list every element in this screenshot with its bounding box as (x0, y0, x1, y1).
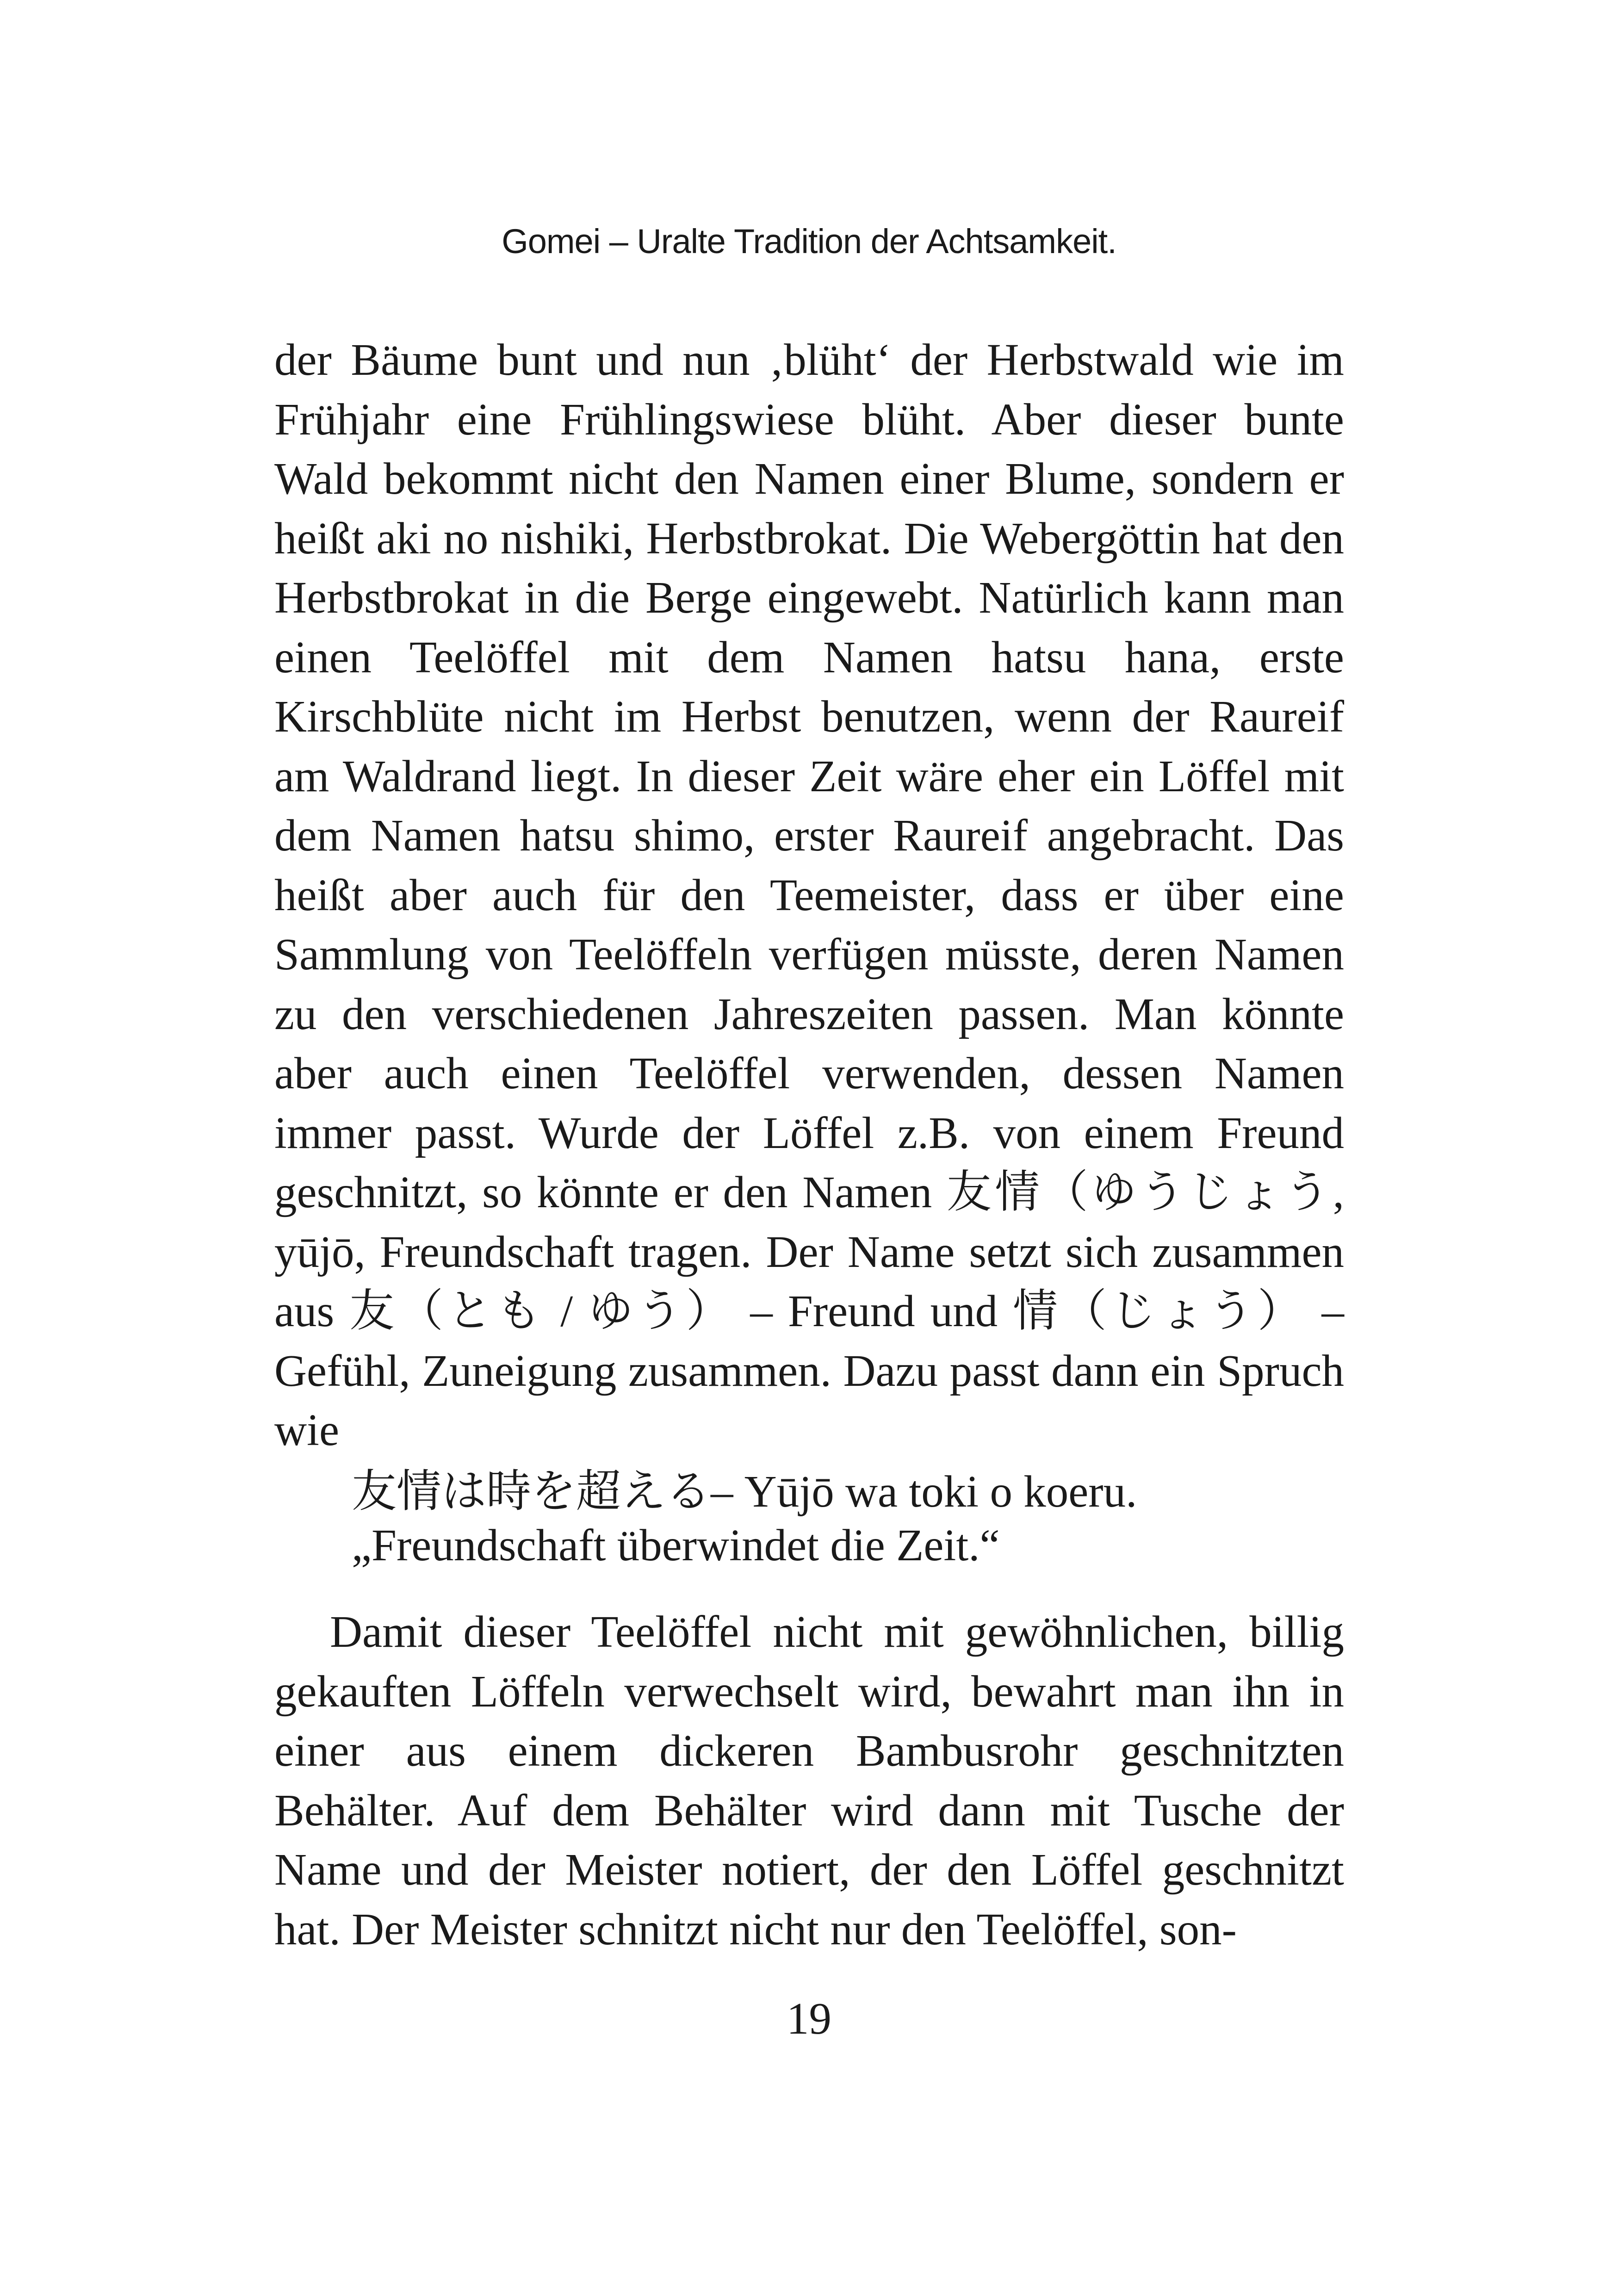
quote-block (352, 1465, 1344, 1572)
page-number: 19 (787, 1994, 831, 2043)
quote-line-translation: „Freundschaft überwindet die Zeit.“ (352, 1520, 1000, 1570)
quote-line-japanese: 友情は時を超える– Yūjō wa toki o koeru. (352, 1467, 1137, 1516)
running-header: Gomei – Uralte Tradition der Achtsamkeit. (502, 222, 1116, 261)
body-paragraph-1: der Bäume bunt und nun ‚blüht‘ der Herbstwald wie im Frühjahr eine Frühlingswiese blüht. Aber dieser bunte Wald bekommt nicht den Namen einer Blume, sondern er heißt aki no nishiki, Herbstbrokat. Die Webergöttin hat den Herbstbrokat in die Berge eingewebt. Natürlich kann man einen Teelöffel mit dem Namen hatsu hana, erste Kirschblüte nicht im Herbst benutzen, wenn der Raureif am Waldrand liegt. In dieser Zeit wäre eher ein Löffel mit dem Namen hatsu shimo, erster Raureif angebracht. Das heißt aber auch für den Teemeister, dass er über eine Sammlung von Teelöffeln verfügen müsste, deren Namen zu den verschiedenen Jahreszeiten passen. Man könnte aber auch einen Teelöffel verwenden, dessen Namen immer passt. Wurde der Löffel z.B. von einem Freund geschnitzt, so könnte er den Namen 友情（ゆうじょう, yūjō, Freundschaft tragen. Der Name setzt sich zusammen aus 友（とも / ゆう） – Freund und 情（じょう） – Gefühl, Zuneigung zusammen. Dazu passt dann ein Spruch wie (274, 335, 1344, 1455)
body-paragraph-2: Damit dieser Teelöffel nicht mit gewöhnlichen, billig gekauften Löffeln verwechselt wird, bewahrt man ihn in einer aus einem dickeren Bambusrohr geschnitzten Behälter. Auf dem Behälter wird dann mit Tusche der Name und der Meister notiert, der den Löffel geschnitzt hat. Der Meister schnitzt nicht nur den Teelöffel, son- (274, 1607, 1344, 1954)
